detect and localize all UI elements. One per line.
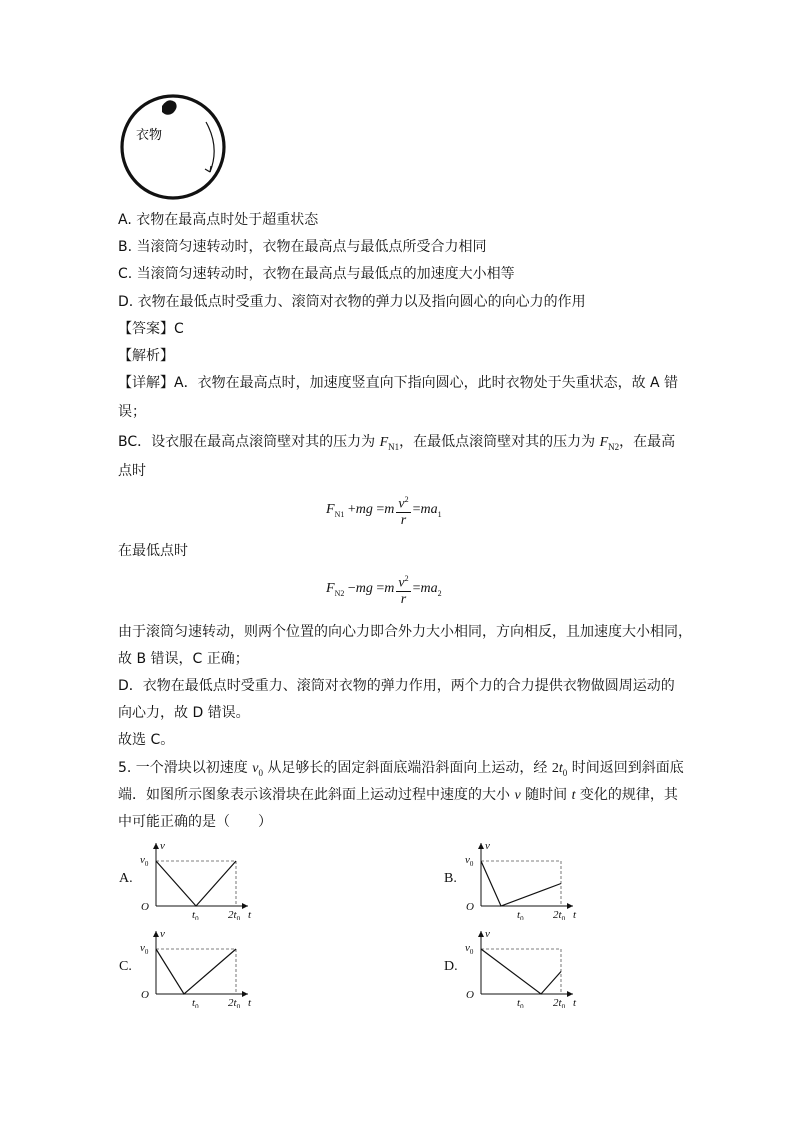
detail-line-11: 故选 C。	[118, 732, 175, 748]
v0-label: $v_0$	[465, 942, 474, 956]
clothes-label: 衣物	[136, 128, 163, 143]
origin-label: O	[466, 989, 474, 1001]
v-axis-label: v	[485, 840, 490, 852]
origin-label: O	[466, 901, 474, 913]
graph-b-option: B.	[444, 871, 457, 886]
drum-diagram	[118, 92, 230, 204]
detail-line-2: 误；	[118, 404, 146, 420]
t-axis-label: t	[248, 909, 252, 920]
rotation-arrow-icon	[206, 122, 214, 172]
t-axis-label: t	[248, 997, 252, 1008]
option-b: B. 当滚筒匀速转动时，衣物在最高点与最低点所受合力相同	[118, 239, 487, 255]
origin-label: O	[141, 989, 149, 1001]
detail-line-1: 【详解】A．衣物在最高点时，加速度竖直向下指向圆心，此时衣物处于失重状态，故 A 错	[118, 375, 679, 391]
equation-1: $F_{N1} +mg =m$ $\frac{v^2}{r}$ $=ma_1$	[326, 492, 442, 528]
origin-label: O	[141, 901, 149, 913]
v-axis-arrow-icon	[478, 931, 484, 937]
two-t0-label: $2t_0$	[228, 997, 241, 1008]
option-a: A. 衣物在最高点时处于超重状态	[118, 212, 319, 228]
v-axis-arrow-icon	[478, 843, 484, 849]
graph-c-option: C.	[119, 959, 132, 974]
detail-lowest: 在最低点时	[118, 543, 188, 559]
equation-2: $F_{N2} -mg =m$ $\frac{v^2}{r}$ $=ma_2$	[326, 571, 442, 607]
detail-line-7: 由于滚筒匀速转动，则两个位置的向心力即合外力大小相同，方向相反，且加速度大小相同，	[118, 624, 692, 640]
velocity-curve	[156, 861, 236, 906]
q5-line-3: 中可能正确的是（ ）	[118, 814, 272, 830]
graph-b	[463, 838, 583, 920]
v-axis-label: v	[160, 840, 165, 852]
v-axis-arrow-icon	[153, 931, 159, 937]
t0-label: $t_0$	[192, 997, 199, 1008]
detail-line-10: 向心力，故 D 错误。	[118, 705, 250, 721]
t-axis-label: t	[573, 997, 577, 1008]
two-t0-label: $2t_0$	[228, 909, 241, 920]
q5-line-2: 端．如图所示图象表示该滑块在此斜面上运动过程中速度的大小 v 随时间 t 变化的规律，其	[118, 787, 678, 803]
t0-label: $t_0$	[517, 997, 524, 1008]
detail-line-bc: BC．设衣服在最高点滚筒壁对其的压力为 $F_{N1}$，在最低点滚筒壁对其的压力为 $F_{N2}$，在最高	[118, 434, 676, 452]
q5-line-1: 5. 一个滑块以初速度 $v_0$ 从足够长的固定斜面底端沿斜面向上运动，经 $2t_0$ 时间返回到斜面底	[118, 760, 684, 778]
v-axis-arrow-icon	[153, 843, 159, 849]
velocity-curve	[481, 949, 561, 994]
option-d: D. 衣物在最低点时受重力、滚筒对衣物的弹力以及指向圆心的向心力的作用	[118, 294, 586, 310]
two-t0-label: $2t_0$	[553, 909, 566, 920]
t-axis-label: t	[573, 909, 577, 920]
clothes-icon	[162, 100, 177, 115]
t0-label: $t_0$	[192, 909, 199, 920]
velocity-curve	[156, 949, 236, 994]
two-t0-label: $2t_0$	[553, 997, 566, 1008]
graph-a	[138, 838, 258, 920]
v0-label: $v_0$	[140, 942, 149, 956]
answer: 【答案】C	[118, 321, 184, 337]
graph-d	[463, 926, 583, 1008]
detail-line-9: D．衣物在最低点时受重力、滚筒对衣物的弹力作用，两个力的合力提供衣物做圆周运动的	[118, 678, 675, 694]
analysis-heading: 【解析】	[118, 348, 174, 364]
graph-d-option: D.	[444, 959, 458, 974]
detail-line-4: 点时	[118, 463, 146, 479]
v-axis-label: v	[485, 928, 490, 940]
v0-label: $v_0$	[465, 854, 474, 868]
detail-line-8: 故 B 错误，C 正确；	[118, 651, 249, 667]
graph-c	[138, 926, 258, 1008]
v-axis-label: v	[160, 928, 165, 940]
velocity-curve	[481, 861, 561, 906]
v0-label: $v_0$	[140, 854, 149, 868]
t0-label: $t_0$	[517, 909, 524, 920]
graph-a-option: A.	[119, 871, 133, 886]
option-c: C. 当滚筒匀速转动时，衣物在最高点与最低点的加速度大小相等	[118, 266, 515, 282]
